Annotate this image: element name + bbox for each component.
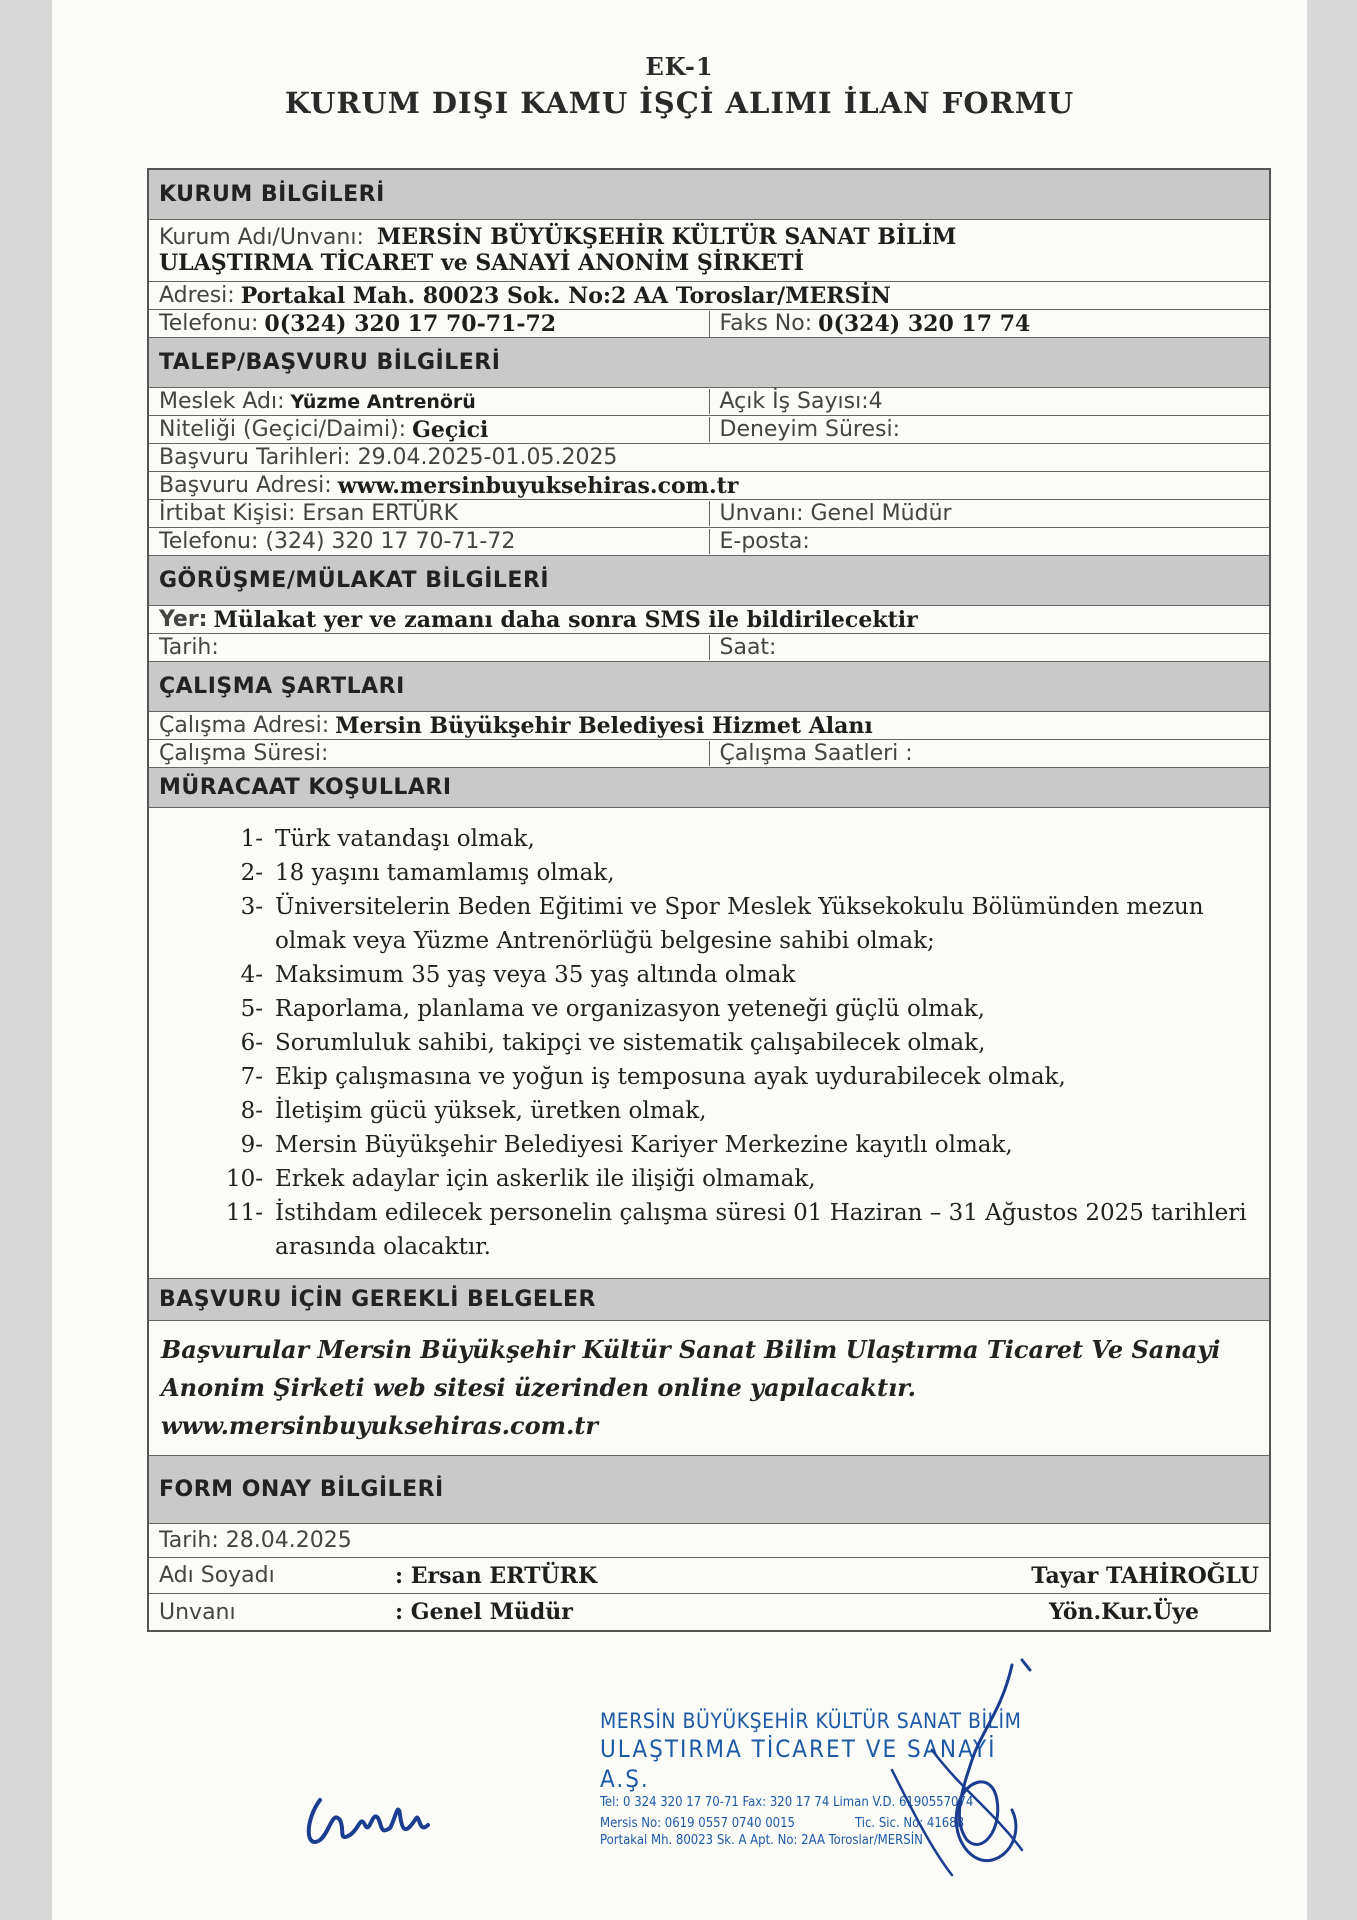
condition-text: Raporlama, planlama ve organizasyon yeteneği güçlü olmak,: [275, 996, 985, 1022]
phone-value: 0(324) 320 17 70-71-72: [264, 310, 557, 337]
email-label: E-posta:: [719, 529, 810, 554]
condition-item: [209, 890, 1259, 958]
condition-number: 6-: [240, 1030, 263, 1056]
condition-item: [209, 1128, 1259, 1162]
work-address-value: Mersin Büyükşehir Belediyesi Hizmet Alanı: [335, 712, 873, 739]
section-documents: BAŞVURU İÇİN GEREKLİ BELGELER: [149, 1279, 1269, 1321]
fax-label: Faks No:: [719, 311, 813, 336]
experience-label: Deneyim Süresi:: [719, 417, 901, 442]
condition-item: [209, 1026, 1259, 1060]
signature-tayar-tahiroglu: [872, 1650, 1092, 1880]
condition-text: İstihdam edilecek personelin çalışma süresi 01 Haziran – 31 Ağustos 2025 tarihleri arasında olacaktır.: [275, 1200, 1247, 1260]
nature-label: Niteliği (Geçici/Daimi):: [159, 417, 407, 442]
place-label: Yer:: [159, 607, 208, 632]
approval-name: : Ersan ERTÜRK: [395, 1562, 598, 1589]
condition-number: 7-: [240, 1064, 263, 1090]
stamp-contact: Tel: 0 324 320 17 70-71 Fax: 320 17 74 Liman V.D. 6190557074: [600, 1795, 974, 1810]
documents-text: [149, 1321, 1269, 1456]
documents-line1: Başvurular Mersin Büyükşehir Kültür Sanat Bilim Ulaştırma Ticaret Ve Sanayi: [161, 1335, 1221, 1364]
condition-number: 3-: [240, 894, 263, 920]
documents-line2: Anonim Şirketi web sitesi üzerinden online yapılacaktır.: [161, 1373, 917, 1402]
condition-text: Türk vatandaşı olmak,: [275, 826, 535, 852]
fax-value: 0(324) 320 17 74: [818, 310, 1031, 337]
condition-text: Mersin Büyükşehir Belediyesi Kariyer Merkezine kayıtlı olmak,: [275, 1132, 1013, 1158]
work-address-label: Çalışma Adresi:: [159, 713, 330, 738]
condition-item: [209, 1196, 1259, 1264]
contact-title: Unvanı: Genel Müdür: [719, 501, 952, 526]
condition-text: Erkek adaylar için askerlik ile ilişiği olmamak,: [275, 1166, 816, 1192]
condition-text: İletişim gücü yüksek, üretken olmak,: [275, 1098, 707, 1124]
contact-phone: Telefonu: (324) 320 17 70-71-72: [159, 529, 516, 554]
institution-name-row: [149, 220, 1269, 282]
address-value: Portakal Mah. 80023 Sok. No:2 AA Toroslar/MERSİN: [240, 282, 891, 309]
condition-number: 10-: [225, 1166, 263, 1192]
condition-text: 18 yaşını tamamlamış olmak,: [275, 860, 615, 886]
condition-item: [209, 1162, 1259, 1196]
web-label: Başvuru Adresi:: [159, 473, 332, 498]
nature-value: Geçici: [412, 416, 489, 443]
condition-number: 11-: [225, 1200, 263, 1226]
place-value: Mülakat yer ve zamanı daha sonra SMS ile bildirilecektir: [213, 606, 918, 633]
web-row: [149, 472, 1269, 500]
phone-label: Telefonu:: [159, 311, 259, 336]
interview-date-row: [149, 634, 1269, 662]
job-posting-form: [147, 168, 1271, 1632]
section-interview: GÖRÜŞME/MÜLAKAT BİLGİLERİ: [149, 556, 1269, 606]
interview-date-label: Tarih:: [159, 635, 219, 660]
second-signatory-title: Yön.Kur.Üye: [1049, 1599, 1199, 1625]
contact-row: [149, 500, 1269, 528]
condition-number: 4-: [240, 962, 263, 988]
signature-ersan-erturk: [300, 1780, 440, 1860]
section-work: ÇALIŞMA ŞARTLARI: [149, 662, 1269, 712]
condition-item: [209, 856, 1259, 890]
approval-title-row: [149, 1594, 1269, 1630]
institution-phone-row: [149, 310, 1269, 338]
condition-number: 1-: [240, 826, 263, 852]
stamp-address: Portakal Mh. 80023 Sk. A Apt. No: 2AA Toroslar/MERSİN: [600, 1833, 923, 1848]
institution-name-line2: ULAŞTIRMA TİCARET ve SANAYİ ANONİM ŞİRKETİ: [159, 250, 804, 276]
section-approval: FORM ONAY BİLGİLERİ: [149, 1456, 1269, 1524]
address-label: Adresi:: [159, 283, 235, 308]
institution-name-line1: MERSİN BÜYÜKŞEHİR KÜLTÜR SANAT BİLİM: [376, 224, 957, 250]
approval-date-row: [149, 1524, 1269, 1558]
approval-date: Tarih: 28.04.2025: [159, 1528, 352, 1553]
approval-name-label: Adı Soyadı: [159, 1563, 275, 1588]
work-duration-label: Çalışma Süresi:: [159, 741, 329, 766]
web-value: www.mersinbuyuksehiras.com.tr: [337, 472, 739, 499]
condition-text: Ekip çalışmasına ve yoğun iş temposuna ayak uydurabilecek olmak,: [275, 1064, 1066, 1090]
application-dates: Başvuru Tarihleri: 29.04.2025-01.05.2025: [159, 445, 618, 470]
condition-number: 5-: [240, 996, 263, 1022]
institution-name-label: Kurum Adı/Unvanı:: [159, 225, 364, 250]
contact-phone-row: [149, 528, 1269, 556]
stamp-line2: ULAŞTIRMA TİCARET VE SANAYİ A.Ş.: [600, 1735, 997, 1793]
profession-row: [149, 388, 1269, 416]
condition-number: 8-: [240, 1098, 263, 1124]
profession-value: Yüzme Antrenörü: [290, 390, 476, 413]
dates-row: [149, 444, 1269, 472]
section-institution: KURUM BİLGİLERİ: [149, 170, 1269, 220]
approval-name-row: [149, 1558, 1269, 1594]
stamp-line1: MERSİN BÜYÜKŞEHİR KÜLTÜR SANAT BİLİM: [600, 1709, 1022, 1733]
documents-website: www.mersinbuyuksehiras.com.tr: [161, 1411, 599, 1440]
approval-title-label: Unvanı: [159, 1599, 236, 1625]
work-address-row: [149, 712, 1269, 740]
conditions-list: [149, 808, 1269, 1279]
document-page: [52, 0, 1307, 1920]
condition-text: Üniversitelerin Beden Eğitimi ve Spor Meslek Yüksekokulu Bölümünden mezun olmak veya Yüzme Antrenörlüğü belgesine sahibi olmak;: [275, 894, 1204, 954]
condition-item: [209, 992, 1259, 1026]
section-application: TALEP/BAŞVURU BİLGİLERİ: [149, 338, 1269, 388]
condition-text: Maksimum 35 yaş veya 35 yaş altında olmak: [275, 962, 796, 988]
condition-item: [209, 822, 1259, 856]
stamp-trade-registry: Tic. Sic. No: 41688: [854, 1816, 965, 1831]
approval-title: : Genel Müdür: [395, 1599, 573, 1625]
interview-time-label: Saat:: [719, 635, 777, 660]
work-duration-row: [149, 740, 1269, 768]
open-jobs: Açık İş Sayısı:4: [719, 389, 883, 414]
institution-address-row: [149, 282, 1269, 310]
condition-item: [209, 1094, 1259, 1128]
interview-place-row: [149, 606, 1269, 634]
annex-label: EK-1: [645, 52, 714, 81]
second-signatory-name: Tayar TAHİROĞLU: [1031, 1562, 1259, 1589]
condition-item: [209, 958, 1259, 992]
condition-number: 9-: [240, 1132, 263, 1158]
work-hours-label: Çalışma Saatleri :: [719, 741, 913, 766]
stamp-mersis: Mersis No: 0619 0557 0740 0015: [600, 1816, 795, 1831]
nature-row: [149, 416, 1269, 444]
condition-item: [209, 1060, 1259, 1094]
section-conditions: MÜRACAAT KOŞULLARI: [149, 768, 1269, 808]
profession-label: Meslek Adı:: [159, 389, 285, 414]
condition-number: 2-: [240, 860, 263, 886]
form-title: KURUM DIŞI KAMU İŞÇİ ALIMI İLAN FORMU: [284, 86, 1075, 120]
condition-text: Sorumluluk sahibi, takipçi ve sistematik çalışabilecek olmak,: [275, 1030, 986, 1056]
contact-person: İrtibat Kişisi: Ersan ERTÜRK: [159, 501, 459, 526]
